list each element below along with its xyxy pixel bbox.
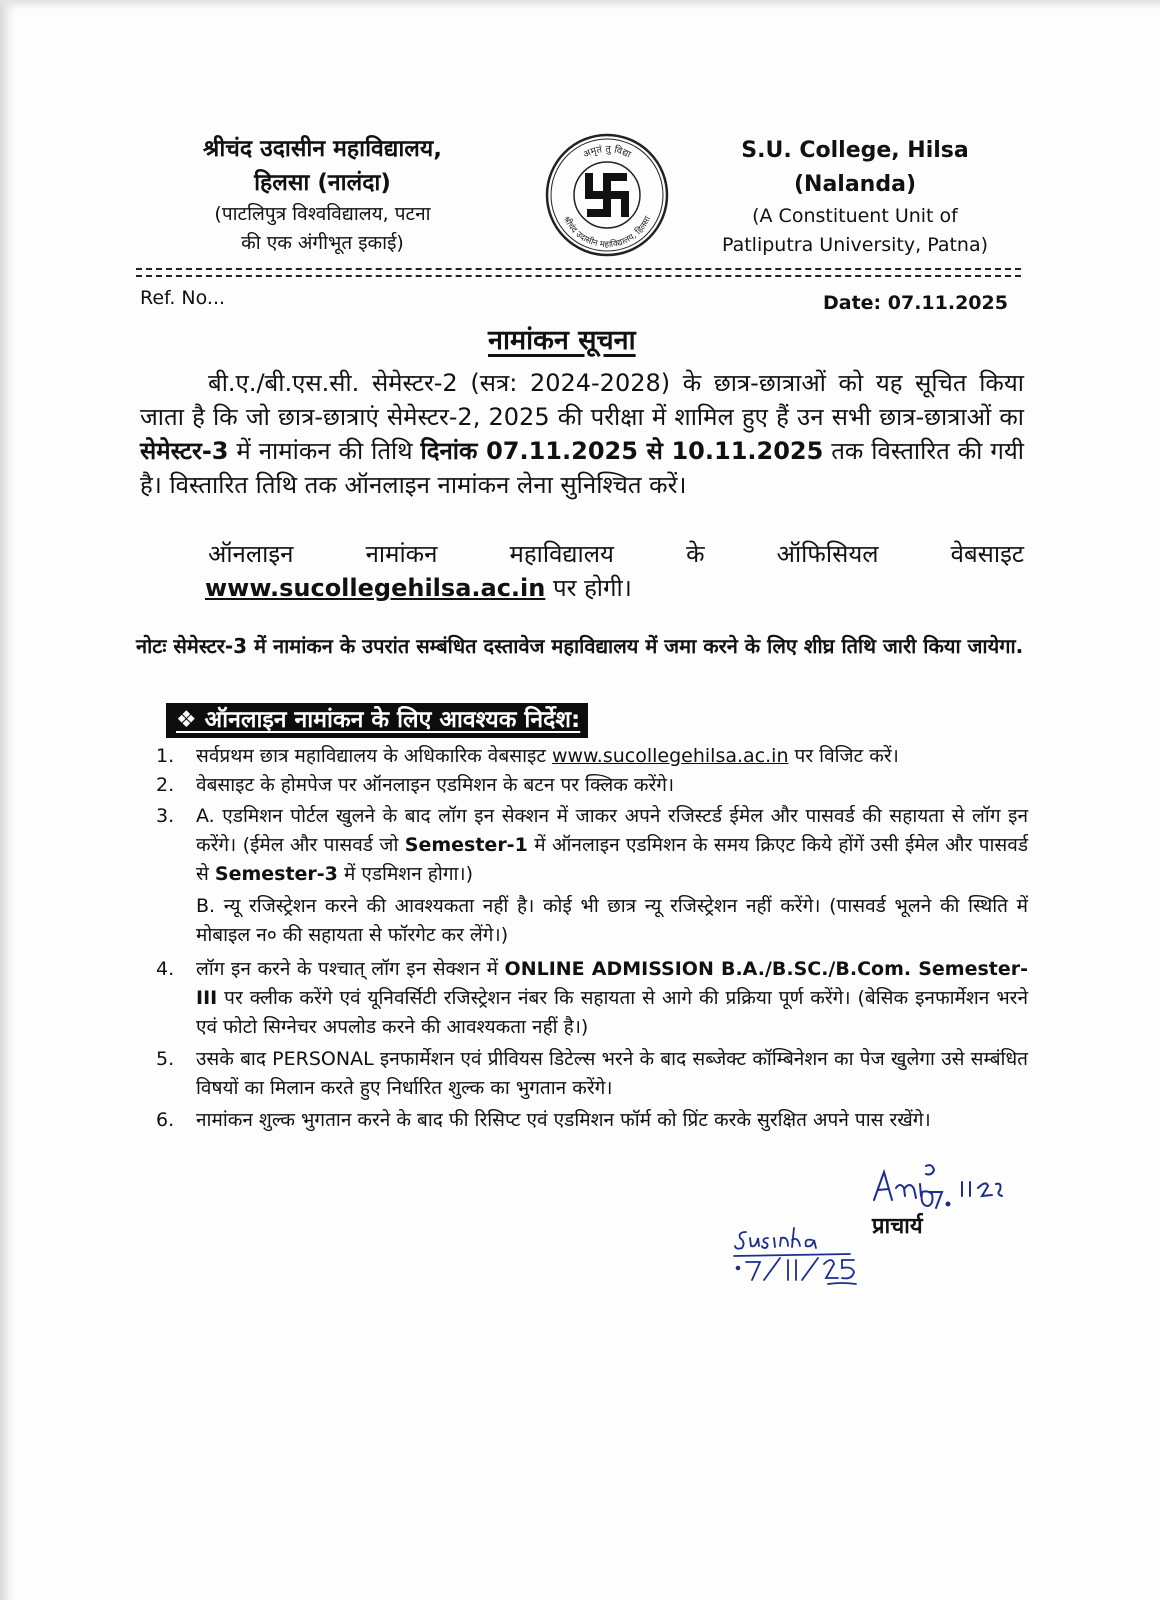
item-number: 6. [156, 1109, 175, 1131]
scan-top-shadow [0, 0, 1160, 10]
university-line-english: Patliputra University, Patna) [721, 234, 989, 256]
item-text [196, 955, 1028, 1042]
reference-number: Ref. No... [140, 287, 226, 309]
item-text: उसके बाद PERSONAL इनफार्मेशन एवं प्रीवियस डिटेल्स भरने के बाद सब्जेक्ट कॉम्बिनेशन का पेज खुलेगा उसे सम्बंधित विषयों का मिलान करते हुए निर्धारित शुल्क का भुगतान करेंगे। [196, 1048, 1028, 1099]
website-line [140, 537, 1024, 571]
item-text-part: में ऑनलाइन एडमिशन के समय क्रिएट किये होंगें उसी ईमेल और पासवर्ड से [196, 834, 1028, 885]
swastika-icon [585, 173, 629, 217]
website-link[interactable]: www.sucollegehilsa.ac.in [551, 745, 789, 767]
item-text-part: A. एडमिशन पोर्टल खुलने के बाद लॉग इन सेक्शन में जाकर अपने रजिस्टर्ड ईमेल और पासवर्ड की सहायता से लॉग इन करेंगे। (ईमेल और पासवर्ड जो [196, 805, 1028, 856]
item-number: 4. [156, 958, 175, 980]
item-text-sub-b: B. न्यू रजिस्ट्रेशन करने की आवश्यकता नहीं है। कोई भी छात्र न्यू रजिस्ट्रेशन नहीं करेंगे। (पासवर्ड भूलने की स्थिति में मोबाइल न० की सहायता से फॉरगेट कर लेंगे।) [196, 895, 1028, 946]
header-divider-second [136, 275, 1021, 277]
college-place-english: (Nalanda) [793, 172, 916, 197]
website-url-line [140, 571, 1024, 605]
svg-text:अमृतं तु विद्या [581, 144, 632, 161]
para-text: पर होगी। [545, 574, 632, 602]
semester-bold: सेमेस्टर-3 [140, 437, 229, 465]
admission-link-bold: ONLINE ADMISSION B.A./B.SC./B.Com. Semester-III [196, 958, 1028, 1009]
seal-ring-text: श्रीचंद उदासीन महाविद्यालय, हिलसा [560, 214, 654, 251]
list-item [148, 742, 1028, 771]
notice-paragraph-main [140, 366, 1024, 502]
notice-title: नामांकन सूचना [488, 325, 636, 356]
item-text [196, 802, 1028, 889]
para-text: तक विस्तारित की गयी है। विस्तारित तिथि तक ऑनलाइन नामांकन लेना सुनिश्चित करें। [140, 437, 1024, 499]
college-seal-logo [542, 130, 672, 260]
word: ऑनलाइन [208, 540, 294, 568]
item-text-part: पर विजिट करें। [788, 745, 899, 767]
notice-paragraph-website [140, 537, 1024, 605]
constituent-line-hindi: की एक अंगीभूत इकाई) [241, 232, 404, 254]
list-item [148, 802, 1028, 950]
header-english [705, 134, 1005, 260]
item-text-part: में एडमिशन होगा।) [337, 863, 474, 885]
clerk-signature [732, 1222, 862, 1290]
item-text-part: लॉग इन करने के पश्चात् लॉग इन सेक्शन में [196, 958, 505, 980]
word: महाविद्यालय [509, 540, 614, 568]
item-text: वेबसाइट के होमपेज पर ऑनलाइन एडमिशन के बटन पर क्लिक करेंगे। [196, 774, 675, 796]
word: वेबसाइट [950, 540, 1024, 568]
instructions-list [148, 742, 1028, 1135]
para-text: बी.ए./बी.एस.सी. सेमेस्टर-2 (सत्र: 2024-2028) के छात्र-छात्राओं को यह सूचित किया जाता है कि जो छात्र-छात्राएं सेमेस्टर-2, 2025 की परीक्षा में शामिल हुए हैं उन सभी छात्र-छात्राओं का [140, 369, 1024, 431]
college-name-hindi: श्रीचंद उदासीन महाविद्यालय, [203, 136, 442, 162]
principal-label: प्राचार्य [872, 1214, 923, 1239]
item-number: 3. [156, 805, 175, 827]
item-number: 5. [156, 1048, 175, 1070]
date-range-bold: दिनांक 07.11.2025 से 10.11.2025 [420, 437, 824, 465]
item-number: 1. [156, 745, 175, 767]
list-item [148, 771, 1028, 800]
list-item [148, 955, 1028, 1042]
word: के [686, 540, 705, 568]
note-paragraph: नोटः सेमेस्टर-3 में नामांकन के उपरांत सम्बंधित दस्तावेज महाविद्यालय में जमा करने के लिए शीघ्र तिथि जारी किया जायेगा. [136, 634, 1024, 658]
item-number: 2. [156, 774, 175, 796]
semester-1-bold: Semester-1 [404, 834, 528, 856]
college-name-english: S.U. College, Hilsa [741, 138, 969, 163]
seal-motto: अमृतं तु विद्या [581, 143, 633, 161]
item-text-part: पर क्लीक करेंगे एवं यूनिवर्सिटी रजिस्ट्रेशन नंबर कि सहायता से आगे की प्रक्रिया पूर्ण करेंगे। (बेसिक इनफार्मेशन भरने एवं फोटो सिग्नेचर अपलोड करने की आवश्यकता नहीं है।) [196, 987, 1028, 1038]
word: नामांकन [365, 540, 438, 568]
word: ऑफिसियल [776, 540, 879, 568]
scan-edge-shadow [0, 0, 16, 1600]
constituent-line-english: (A Constituent Unit of [752, 205, 958, 227]
notice-date: Date: 07.11.2025 [823, 292, 1008, 314]
item-text-part: सर्वप्रथम छात्र महाविद्यालय के अधिकारिक वेबसाइट [196, 745, 552, 767]
header-hindi [150, 132, 495, 258]
item-text [196, 742, 1028, 771]
item-text: नामांकन शुल्क भुगतान करने के बाद फी रिसिप्ट एवं एडमिशन फॉर्म को प्रिंट करके सुरक्षित अपने पास रखेंगे। [196, 1109, 931, 1131]
list-item [148, 1106, 1028, 1135]
header-divider [136, 268, 1021, 270]
instructions-heading: ❖ ऑनलाइन नामांकन के लिए आवश्यक निर्देश: [166, 703, 588, 738]
principal-signature [870, 1162, 1010, 1217]
website-link[interactable]: www.sucollegehilsa.ac.in [205, 574, 546, 602]
university-line-hindi: (पाटलिपुत्र विश्वविद्यालय, पटना [214, 203, 431, 225]
college-place-hindi: हिलसा (नालंदा) [254, 170, 391, 196]
semester-3-bold: Semester-3 [214, 863, 338, 885]
list-item [148, 1045, 1028, 1103]
para-text: में नामांकन की तिथि [228, 437, 421, 465]
